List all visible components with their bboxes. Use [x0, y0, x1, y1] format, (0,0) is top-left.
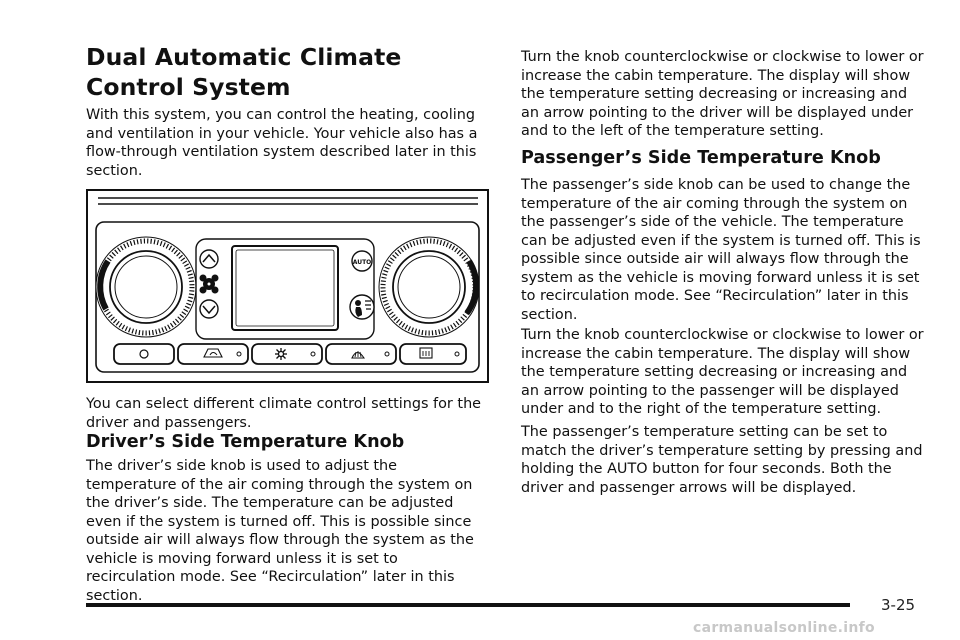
- rear-defrost-button[interactable]: [400, 344, 466, 364]
- fan-down-button[interactable]: [200, 300, 218, 318]
- after-figure-paragraph: You can select different climate control settings for the driver and passengers.: [86, 396, 482, 431]
- footer-rule: [86, 603, 850, 607]
- driver-knob-heading: Driver’s Side Temperature Knob: [86, 432, 405, 452]
- passenger-knob-paragraph-3: The passenger’s temperature setting can be set to match the driver’s temperature setting by pressing and holding the AUTO button for four seconds. Both the driver and passenger arrows will be displayed.: [521, 424, 923, 496]
- fan-up-button[interactable]: [200, 250, 218, 268]
- driver-temperature-knob[interactable]: [96, 237, 196, 337]
- page-title: Dual Automatic Climate Control System: [86, 43, 402, 101]
- front-defrost-button[interactable]: [326, 344, 396, 364]
- off-button[interactable]: [114, 344, 174, 364]
- intro-paragraph: With this system, you can control the heating, cooling and ventilation in your vehicle. Your vehicle also has a flow-through ventilation system described later in this section.: [86, 107, 478, 179]
- auto-button[interactable]: [352, 251, 372, 271]
- passenger-temperature-knob[interactable]: [379, 237, 479, 337]
- passenger-knob-heading: Passenger’s Side Temperature Knob: [521, 148, 881, 168]
- driver-knob-paragraph: The driver’s side knob is used to adjust the temperature of the air coming through the system on the driver’s side. The temperature can be adjusted even if the system is turned off. This is possible since outside air will always flow through the system as the vehicle is moving forward unless it is set to recirculation mode. See “Recirculation” later in this section.: [86, 458, 474, 604]
- climate-control-panel-figure: [86, 189, 489, 383]
- page-number: 3-25: [881, 596, 916, 614]
- driver-knob-continued-paragraph: Turn the knob counterclockwise or clockwise to lower or increase the cabin temperature. The display will show the temperature setting decreasing or increasing and an arrow pointing to the driver will be displayed under and to the left of the temperature setting.: [521, 49, 924, 139]
- passenger-knob-paragraph-2: Turn the knob counterclockwise or clockwise to lower or increase the cabin temperature. The display will show the temperature setting decreasing or increasing and an arrow pointing to the passenger will be displayed under and to the right of the temperature setting.: [521, 327, 924, 417]
- ac-snowflake-icon: [275, 348, 287, 360]
- auto-button-label: AUTO: [352, 259, 372, 266]
- ac-button[interactable]: [252, 344, 322, 364]
- passenger-knob-paragraph-1: The passenger’s side knob can be used to change the temperature of the air coming through the system on the passenger’s side of the vehicle. The temperature can be adjusted even if the system is turned off. This is possible since outside air will always flow through the system as the vehicle is moving forward unless it is set to recirculation mode. See “Recirculation” later in this section.: [521, 177, 921, 323]
- watermark: carmanualsonline.info: [693, 620, 875, 636]
- mode-button[interactable]: [350, 295, 374, 319]
- recirculation-button[interactable]: [178, 344, 248, 364]
